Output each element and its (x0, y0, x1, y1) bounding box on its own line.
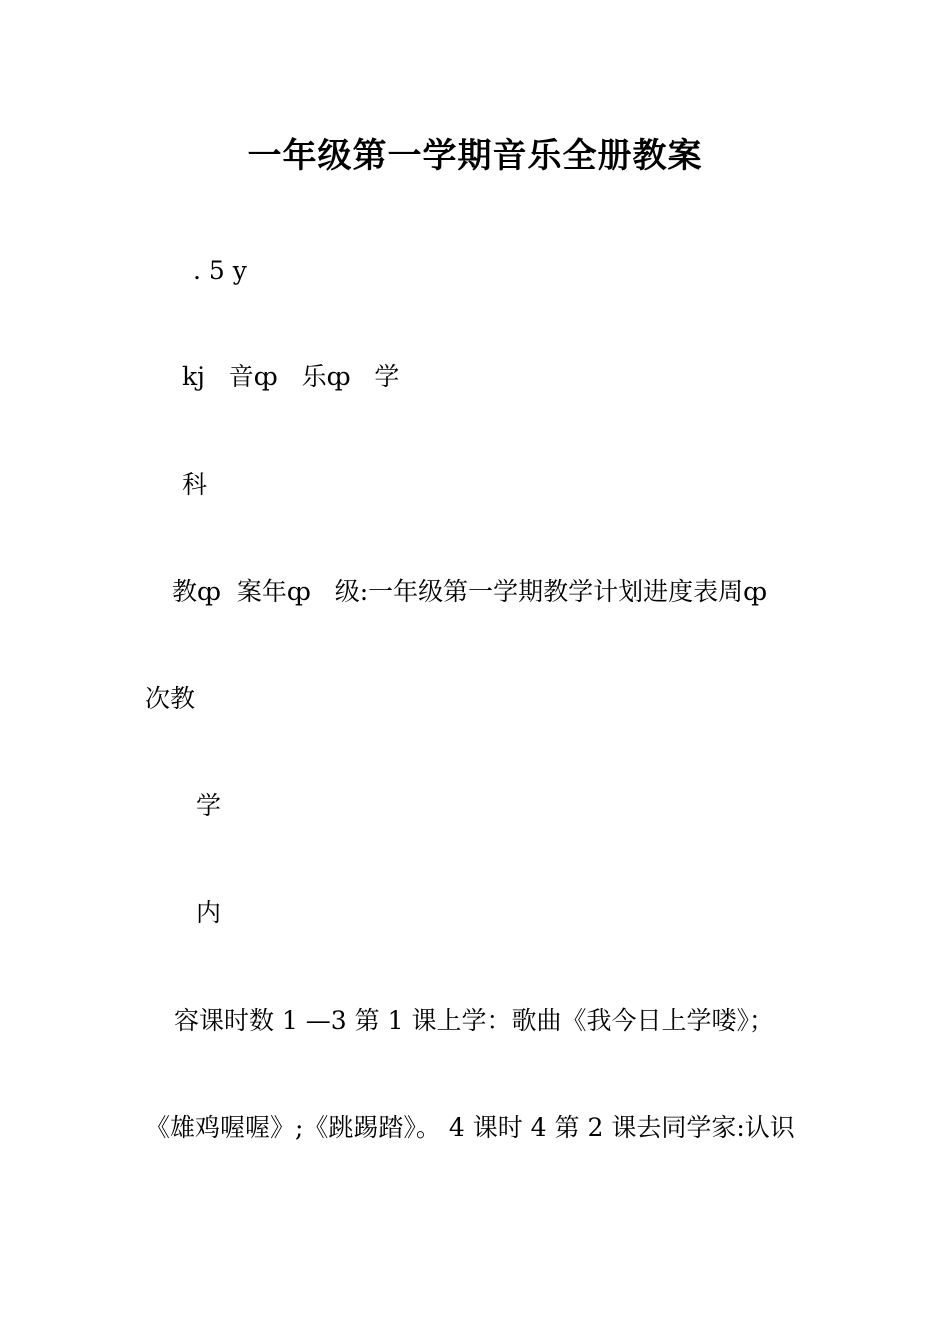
text-line-8: 容课时数 1 —3 第 1 课上学：歌曲《我今日上学喽》； (174, 1006, 774, 1035)
text-line-1: . 5 y (193, 256, 247, 285)
text-line-3: 科 (182, 470, 208, 499)
text-line-5: 次教 (145, 684, 196, 713)
text-line-4: 教ȹ 案年ȹ 级:一年级第一学期教学计划进度表周ȹ (172, 577, 768, 606)
document-title: 一年级第一学期音乐全册教案 (247, 136, 703, 176)
text-line-2: kj 音ȹ 乐ȹ 学 (182, 362, 400, 391)
text-line-7: 内 (196, 898, 222, 927)
text-line-9: 《雄鸡喔喔》;《跳踢踏》。 4 课时 4 第 2 课去同学家:认识 (145, 1113, 795, 1142)
text-line-6: 学 (196, 791, 222, 820)
